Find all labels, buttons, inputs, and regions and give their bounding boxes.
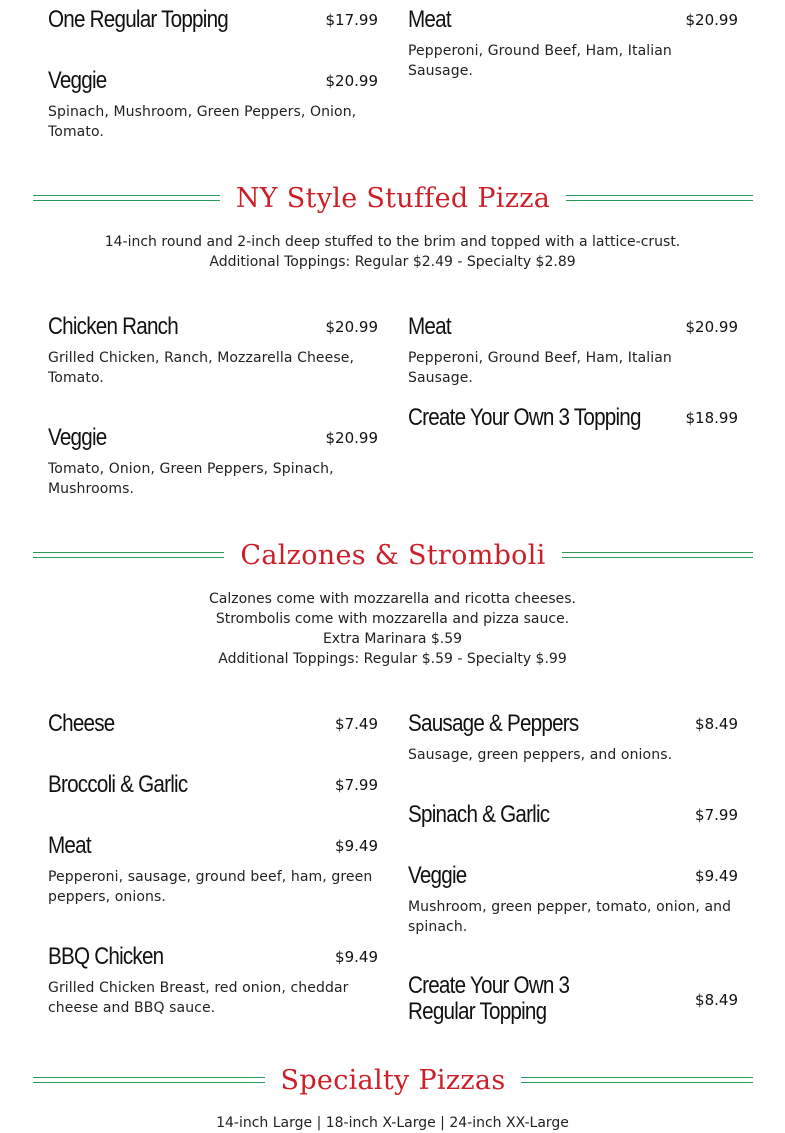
item-description: Tomato, Onion, Green Peppers, Spinach, Mushrooms. (48, 461, 334, 497)
item-price: $9.49 (695, 867, 738, 885)
menu-item (408, 861, 738, 937)
menu-item (408, 800, 738, 830)
item-name: Spinach & Garlic (408, 801, 550, 828)
item-price: $8.49 (695, 991, 738, 1009)
menu-item (48, 66, 378, 142)
divider (562, 552, 753, 558)
menu-item (48, 5, 378, 35)
item-name: Sausage & Peppers (408, 710, 579, 737)
note-line: 14-inch round and 2-inch deep stuffed to the brim and topped with a lattice-crust. (104, 234, 681, 250)
divider (521, 1077, 753, 1083)
divider (33, 195, 220, 201)
item-name: Veggie (48, 424, 107, 451)
menu-item (48, 312, 378, 388)
item-description: Pepperoni, Ground Beef, Ham, Italian Sausage. (408, 43, 672, 79)
item-price: $7.49 (335, 715, 378, 733)
note-line: Calzones come with mozzarella and ricotta cheeses. (208, 591, 576, 607)
item-name: BBQ Chicken (48, 943, 164, 970)
item-price: $20.99 (685, 318, 738, 336)
section-header-calzones (33, 537, 753, 573)
item-name: Veggie (48, 67, 107, 94)
menu-item (48, 831, 378, 907)
item-description: Pepperoni, Ground Beef, Ham, Italian Sausage. (408, 350, 672, 386)
divider (33, 552, 224, 558)
item-description: Grilled Chicken Breast, red onion, cheddar cheese and BBQ sauce. (48, 980, 349, 1016)
section-notes (0, 232, 785, 272)
item-price: $18.99 (685, 409, 738, 427)
item-name: Chicken Ranch (48, 313, 178, 340)
item-price: $20.99 (325, 429, 378, 447)
menu-item (408, 709, 738, 765)
menu-item (48, 423, 378, 499)
item-price: $7.99 (695, 806, 738, 824)
note-line: Extra Marinara $.59 (322, 631, 463, 647)
item-price: $17.99 (325, 11, 378, 29)
item-price: $7.99 (335, 776, 378, 794)
section-title: Calzones & Stromboli (240, 539, 546, 571)
item-price: $20.99 (325, 72, 378, 90)
item-name: Cheese (48, 710, 115, 737)
item-name: Meat (48, 832, 91, 859)
item-price: $8.49 (695, 715, 738, 733)
section-title: Specialty Pizzas (280, 1064, 506, 1096)
note-line: Additional Toppings: Regular $2.49 - Specialty $2.89 (209, 254, 576, 270)
item-name: Meat (408, 313, 451, 340)
item-description: Sausage, green peppers, and onions. (408, 747, 673, 763)
item-description: Spinach, Mushroom, Green Peppers, Onion, Tomato. (48, 104, 357, 140)
menu-item (408, 403, 738, 433)
note-line: Strombolis come with mozzarella and pizza sauce. (215, 611, 570, 627)
note-line: 14-inch Large | 18-inch X-Large | 24-inch XX-Large (216, 1115, 569, 1131)
divider (33, 1077, 265, 1083)
menu-item (48, 709, 378, 739)
section-notes (0, 1113, 785, 1133)
item-description: Grilled Chicken, Ranch, Mozzarella Cheese, Tomato. (48, 350, 355, 386)
item-description: Pepperoni, sausage, ground beef, ham, green peppers, onions. (48, 869, 373, 905)
item-name: One Regular Topping (48, 6, 228, 33)
item-name: Create Your Own 3 Topping (408, 404, 641, 431)
item-price: $9.49 (335, 837, 378, 855)
menu-item (48, 942, 378, 1018)
item-name: Meat (408, 6, 451, 33)
menu-item (48, 770, 378, 800)
section-header-stuffed (33, 180, 753, 216)
item-price: $9.49 (335, 948, 378, 966)
note-line: Additional Toppings: Regular $.59 - Specialty $.99 (218, 651, 567, 667)
section-title: NY Style Stuffed Pizza (235, 182, 551, 214)
item-price: $20.99 (325, 318, 378, 336)
menu-item (408, 312, 738, 388)
item-name: Create Your Own 3 Regular Topping (408, 972, 570, 1025)
item-name: Broccoli & Garlic (48, 771, 188, 798)
divider (566, 195, 753, 201)
section-notes (0, 589, 785, 669)
section-header-specialty (33, 1062, 753, 1098)
item-description: Mushroom, green pepper, tomato, onion, and spinach. (408, 899, 732, 935)
item-price: $20.99 (685, 11, 738, 29)
menu-item (408, 5, 738, 81)
item-name: Veggie (408, 862, 467, 889)
menu-item (408, 973, 738, 1025)
